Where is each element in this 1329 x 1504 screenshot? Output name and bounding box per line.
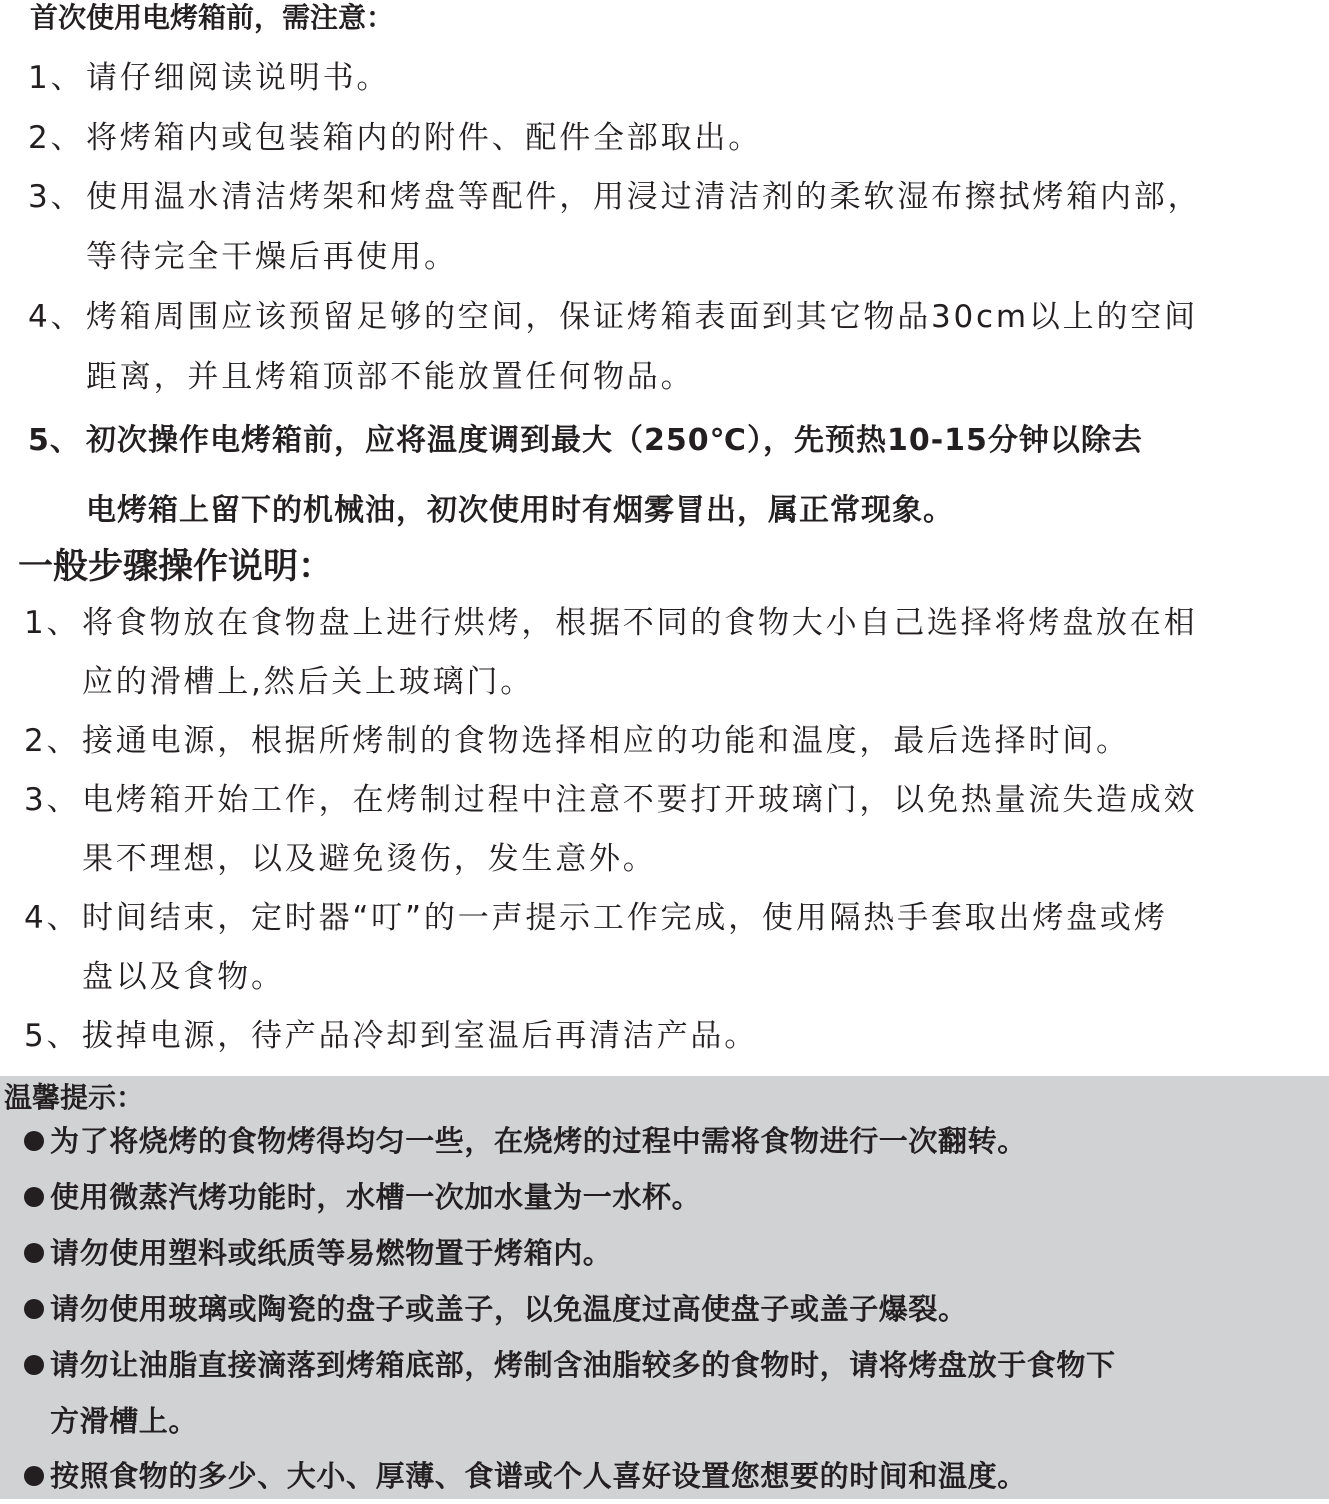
item-text: 距离，并且烤箱顶部不能放置任何物品。 bbox=[86, 359, 695, 395]
tip-item-4 bbox=[24, 1281, 968, 1337]
tip-text: 请勿使用玻璃或陶瓷的盘子或盖子，以免温度过高使盘子或盖子爆裂。 bbox=[50, 1292, 968, 1326]
tip-item-1 bbox=[24, 1113, 1027, 1169]
item-text: 接通电源，根据所烤制的食物选择相应的功能和温度，最后选择时间。 bbox=[82, 723, 1130, 759]
item-text: 盘以及食物。 bbox=[82, 959, 285, 995]
step-item-3 bbox=[24, 771, 1197, 889]
tip-text: 请勿使用塑料或纸质等易燃物置于烤箱内。 bbox=[50, 1236, 613, 1270]
bullet-icon bbox=[24, 1113, 50, 1169]
bullet-icon bbox=[24, 1281, 50, 1337]
item-text: 将烤箱内或包装箱内的附件、配件全部取出。 bbox=[86, 120, 762, 156]
item-number: 4、 bbox=[28, 299, 85, 335]
item-text: 果不理想，以及避免烫伤，发生意外。 bbox=[82, 841, 657, 877]
item-text: 电烤箱上留下的机械油，初次使用时有烟雾冒出，属正常现象。 bbox=[86, 493, 954, 528]
bullet-icon bbox=[24, 1448, 50, 1504]
tips-title: 温馨提示： bbox=[4, 1081, 145, 1114]
first-use-title: 首次使用电烤箱前，需注意： bbox=[30, 1, 395, 34]
item-text: 应的滑槽上,然后关上玻璃门。 bbox=[82, 664, 535, 700]
tip-text: 为了将烧烤的食物烤得均匀一些，在烧烤的过程中需将食物进行一次翻转。 bbox=[50, 1124, 1027, 1158]
tip-item-2 bbox=[24, 1169, 701, 1225]
first-use-item-3 bbox=[28, 167, 1201, 287]
item-text: 拔掉电源，待产品冷却到室温后再清洁产品。 bbox=[82, 1018, 758, 1054]
tip-item-3 bbox=[24, 1225, 612, 1281]
item-text: 使用温水清洁烤架和烤盘等配件，用浸过清洁剂的柔软湿布擦拭烤箱内部， bbox=[86, 179, 1202, 215]
item-number: 2、 bbox=[24, 723, 81, 759]
item-text: 烤箱周围应该预留足够的空间，保证烤箱表面到其它物品30cm以上的空间 bbox=[86, 299, 1198, 335]
step-item-4 bbox=[24, 889, 1168, 1007]
first-use-item-1 bbox=[28, 48, 390, 108]
tip-item-6 bbox=[24, 1448, 1027, 1504]
item-text: 请仔细阅读说明书。 bbox=[86, 60, 391, 96]
item-text: 等待完全干燥后再使用。 bbox=[86, 239, 458, 275]
tip-text: 按照食物的多少、大小、厚薄、食谱或个人喜好设置您想要的时间和温度。 bbox=[50, 1459, 1027, 1493]
tip-text: 方滑槽上。 bbox=[50, 1404, 199, 1438]
item-text: 将食物放在食物盘上进行烘烤，根据不同的食物大小自己选择将烤盘放在相 bbox=[82, 605, 1198, 641]
bullet-icon bbox=[24, 1169, 50, 1225]
first-use-item-2 bbox=[28, 108, 762, 168]
item-number: 3、 bbox=[28, 179, 85, 215]
tip-item-5 bbox=[24, 1337, 1116, 1449]
bullet-icon bbox=[24, 1337, 50, 1393]
step-item-2 bbox=[24, 712, 1130, 771]
general-steps-title: 一般步骤操作说明： bbox=[18, 547, 334, 587]
item-number: 1、 bbox=[28, 60, 85, 96]
item-text: 初次操作电烤箱前，应将温度调到最大（250℃），先预热10-15分钟以除去 bbox=[86, 423, 1143, 458]
tip-text: 使用微蒸汽烤功能时，水槽一次加水量为一水杯。 bbox=[50, 1180, 702, 1214]
first-use-item-5 bbox=[28, 406, 1143, 546]
item-text: 电烤箱开始工作，在烤制过程中注意不要打开玻璃门，以免热量流失造成效 bbox=[82, 782, 1198, 818]
tip-text: 请勿让油脂直接滴落到烤箱底部，烤制含油脂较多的食物时，请将烤盘放于食物下 bbox=[50, 1348, 1116, 1382]
tips-box bbox=[0, 1076, 1329, 1499]
item-number: 2、 bbox=[28, 120, 85, 156]
item-number: 3、 bbox=[24, 782, 81, 818]
item-number: 4、 bbox=[24, 900, 81, 936]
item-number: 1、 bbox=[24, 605, 81, 641]
step-item-1 bbox=[24, 594, 1197, 712]
item-number: 5、 bbox=[28, 423, 81, 458]
first-use-item-4 bbox=[28, 287, 1198, 407]
step-item-5 bbox=[24, 1007, 758, 1066]
item-number: 5、 bbox=[24, 1018, 81, 1054]
item-text: 时间结束，定时器“叮”的一声提示工作完成，使用隔热手套取出烤盘或烤 bbox=[82, 900, 1168, 936]
bullet-icon bbox=[24, 1225, 50, 1281]
